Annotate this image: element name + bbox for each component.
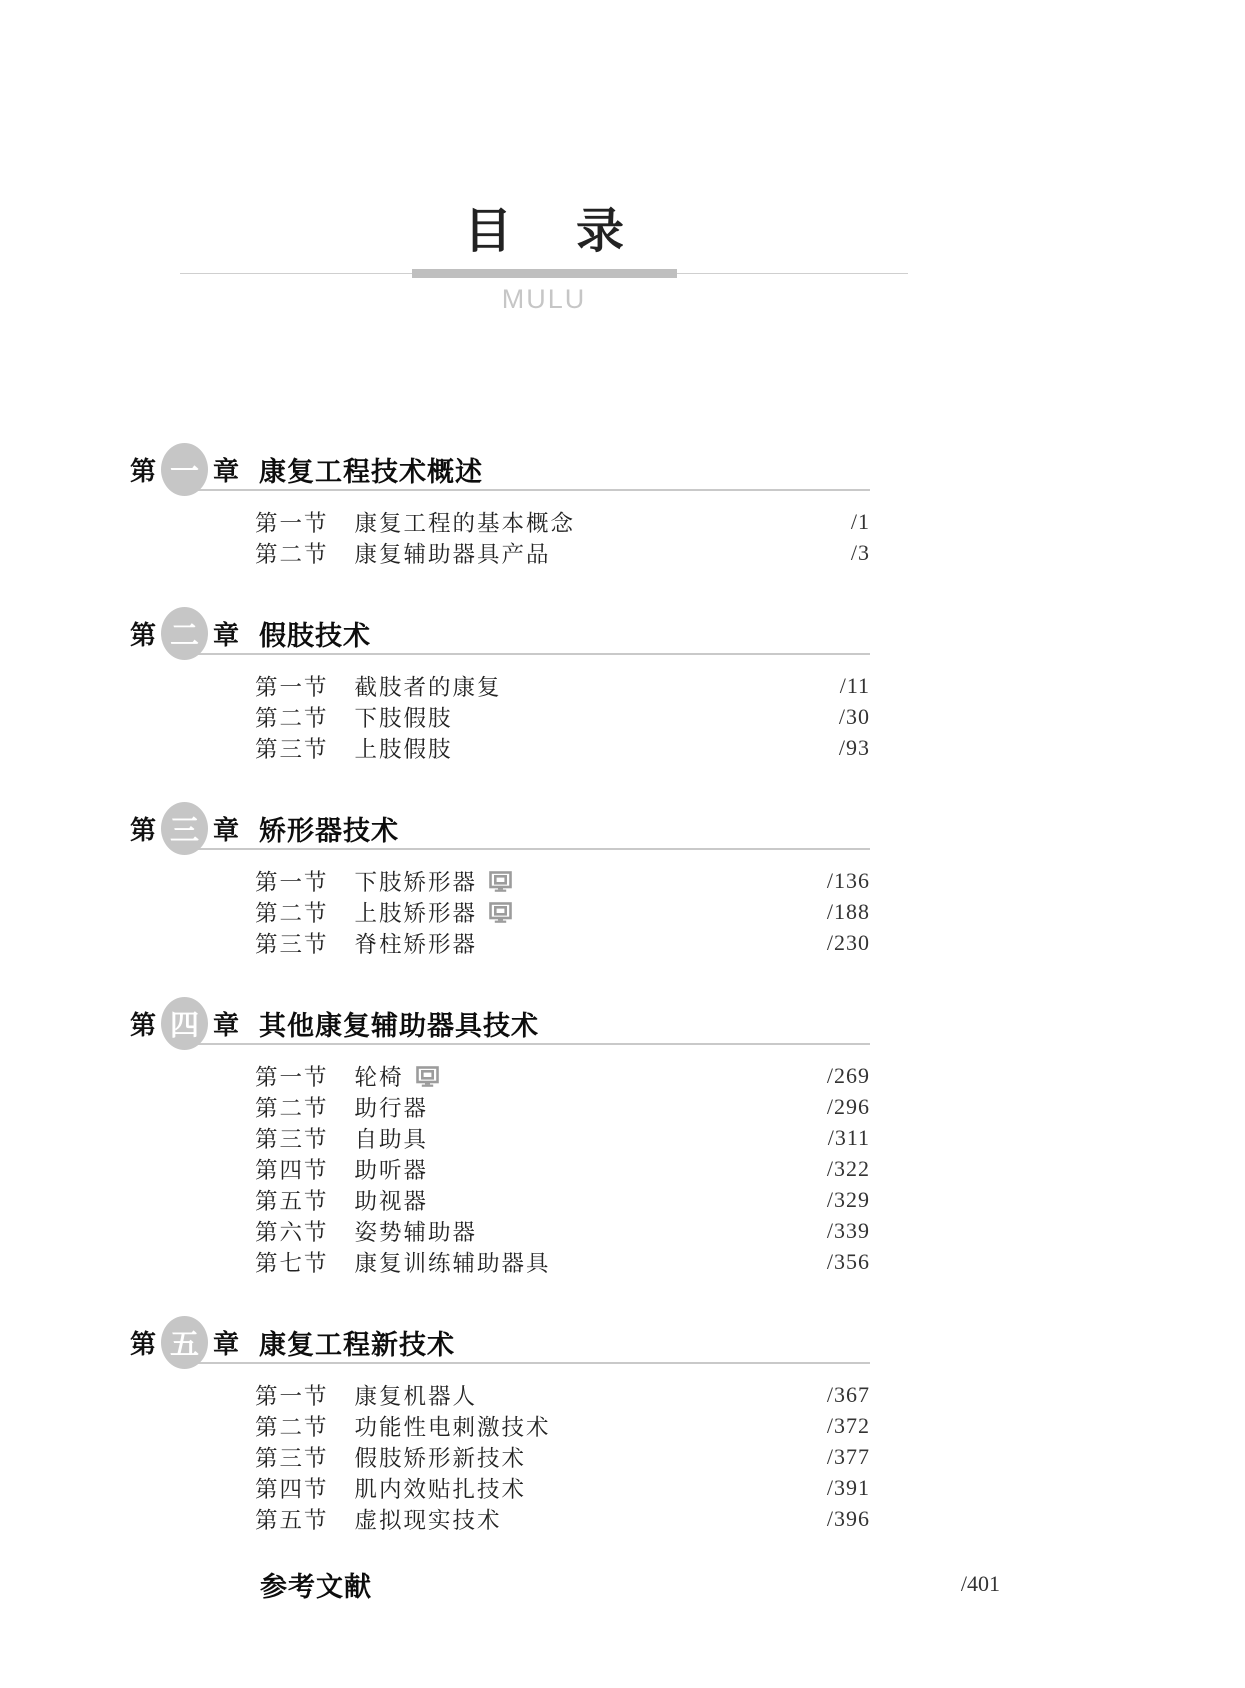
section-page-number: /391: [826, 1475, 870, 1501]
chapter-suffix: 章: [213, 1010, 240, 1041]
section-label: 第二节: [255, 901, 329, 927]
section-label: 第一节: [255, 1065, 329, 1091]
chapter-number: 二: [170, 620, 200, 653]
section-row: [255, 1154, 870, 1185]
section-title: 助听器: [354, 1158, 429, 1184]
toc-header: [180, 0, 908, 315]
section-label: 第五节: [255, 1508, 329, 1534]
chapter-block: [130, 443, 870, 569]
chapter-number-circle: [161, 607, 208, 660]
monitor-icon: [416, 1066, 439, 1087]
section-page-number: /188: [826, 899, 870, 925]
section-label: 第二节: [255, 542, 329, 568]
section-row: [255, 1092, 870, 1123]
page-title-char-2: 录: [576, 205, 625, 258]
page-title-char-1: 目: [463, 205, 512, 258]
section-title: 假肢矫形新技术: [354, 1446, 527, 1472]
section-label: 第一节: [255, 675, 329, 701]
section-title: 助视器: [354, 1189, 429, 1215]
section-title: 康复工程的基本概念: [354, 511, 576, 537]
section-label: 第二节: [255, 1415, 329, 1441]
section-title: 下肢矫形器: [354, 870, 478, 896]
section-page-number: /93: [838, 735, 870, 761]
chapter-suffix: 章: [213, 456, 240, 487]
chapter-number: 三: [170, 815, 200, 848]
references-page-number: /401: [960, 1571, 1000, 1597]
section-page-number: /230: [826, 930, 870, 956]
section-row: [255, 1123, 870, 1154]
section-list: [255, 671, 870, 764]
section-row: [255, 1216, 870, 1247]
chapter-heading: [130, 443, 870, 497]
section-label: 第三节: [255, 1446, 329, 1472]
section-label: 第一节: [255, 511, 329, 537]
section-list: [255, 1061, 870, 1278]
section-page-number: /339: [826, 1218, 870, 1244]
section-row: [255, 928, 870, 959]
chapter-block: [130, 1316, 870, 1535]
references-row: [260, 1565, 1000, 1604]
section-row: [255, 671, 870, 702]
section-list: [255, 866, 870, 959]
section-label: 第四节: [255, 1477, 329, 1503]
section-page-number: /269: [826, 1063, 870, 1089]
chapter-block: [130, 997, 870, 1278]
section-label: 第一节: [255, 1384, 329, 1410]
chapter-prefix: 第: [130, 815, 157, 846]
section-row: [255, 1185, 870, 1216]
section-title: 康复机器人: [354, 1384, 478, 1410]
monitor-icon: [489, 902, 512, 923]
section-row: [255, 897, 870, 928]
section-page-number: /396: [826, 1506, 870, 1532]
chapter-block: [130, 802, 870, 959]
section-title: 自助具: [354, 1127, 429, 1153]
section-title: 虚拟现实技术: [354, 1508, 502, 1534]
section-row: [255, 702, 870, 733]
section-page-number: /30: [838, 704, 870, 730]
chapter-title: 其他康复辅助器具技术: [259, 1011, 540, 1042]
section-page-number: /372: [826, 1413, 870, 1439]
chapter-heading: [130, 607, 870, 661]
section-title: 脊柱矫形器: [354, 932, 478, 958]
chapter-suffix: 章: [213, 815, 240, 846]
section-label: 第二节: [255, 1096, 329, 1122]
chapter-number: 一: [170, 456, 200, 489]
section-title: 轮椅: [354, 1065, 404, 1091]
chapter-number-circle: [161, 443, 208, 496]
section-page-number: /367: [826, 1382, 870, 1408]
chapter-title: 康复工程技术概述: [259, 457, 484, 488]
section-page-number: /311: [827, 1125, 870, 1151]
section-title: 助行器: [354, 1096, 429, 1122]
chapter-prefix: 第: [130, 1010, 157, 1041]
title-divider-thick-bar: [412, 269, 677, 278]
section-label: 第三节: [255, 932, 329, 958]
chapter-suffix: 章: [213, 1329, 240, 1360]
section-title: 肌内效贴扎技术: [354, 1477, 527, 1503]
page-title: [180, 206, 908, 259]
chapter-title: 矫形器技术: [259, 816, 400, 847]
section-label: 第三节: [255, 737, 329, 763]
section-label: 第七节: [255, 1251, 329, 1277]
chapter-block: [130, 607, 870, 764]
section-list: [255, 507, 870, 569]
chapters: [130, 443, 870, 1535]
section-label: 第六节: [255, 1220, 329, 1246]
chapter-prefix: 第: [130, 620, 157, 651]
section-page-number: /1: [850, 509, 870, 535]
chapter-number-circle: [161, 997, 208, 1050]
chapter-number-circle: [161, 1316, 208, 1369]
section-list: [255, 1380, 870, 1535]
section-label: 第四节: [255, 1158, 329, 1184]
section-title: 下肢假肢: [354, 706, 453, 732]
section-row: [255, 1473, 870, 1504]
section-title: 姿势辅助器: [354, 1220, 478, 1246]
section-row: [255, 866, 870, 897]
section-title: 上肢矫形器: [354, 901, 478, 927]
section-page-number: /322: [826, 1156, 870, 1182]
section-page-number: /136: [826, 868, 870, 894]
section-label: 第三节: [255, 1127, 329, 1153]
title-divider: [180, 269, 908, 278]
chapter-title: 假肢技术: [259, 621, 372, 652]
chapter-number-circle: [161, 802, 208, 855]
chapter-heading: [130, 802, 870, 856]
section-row: [255, 1061, 870, 1092]
section-page-number: /3: [850, 540, 870, 566]
section-row: [255, 1380, 870, 1411]
section-page-number: /11: [839, 673, 870, 699]
section-row: [255, 507, 870, 538]
chapter-suffix: 章: [213, 620, 240, 651]
chapter-number: 五: [170, 1329, 200, 1362]
section-row: [255, 1411, 870, 1442]
section-row: [255, 733, 870, 764]
section-page-number: /356: [826, 1249, 870, 1275]
references-title: 参考文献: [260, 1571, 372, 1602]
section-row: [255, 1247, 870, 1278]
section-title: 康复训练辅助器具: [354, 1251, 551, 1277]
page-subtitle: MULU: [501, 283, 587, 314]
section-title: 上肢假肢: [354, 737, 453, 763]
section-page-number: /329: [826, 1187, 870, 1213]
chapter-title: 康复工程新技术: [259, 1330, 456, 1361]
section-page-number: /296: [826, 1094, 870, 1120]
section-label: 第一节: [255, 870, 329, 896]
section-page-number: /377: [826, 1444, 870, 1470]
chapter-prefix: 第: [130, 1329, 157, 1360]
monitor-icon: [489, 871, 512, 892]
section-title: 截肢者的康复: [354, 675, 502, 701]
section-row: [255, 1504, 870, 1535]
chapter-number: 四: [170, 1010, 200, 1043]
section-label: 第五节: [255, 1189, 329, 1215]
chapter-heading: [130, 997, 870, 1051]
section-row: [255, 1442, 870, 1473]
chapter-heading: [130, 1316, 870, 1370]
section-title: 康复辅助器具产品: [354, 542, 551, 568]
section-title: 功能性电刺激技术: [354, 1415, 551, 1441]
section-row: [255, 538, 870, 569]
chapter-prefix: 第: [130, 456, 157, 487]
section-label: 第二节: [255, 706, 329, 732]
